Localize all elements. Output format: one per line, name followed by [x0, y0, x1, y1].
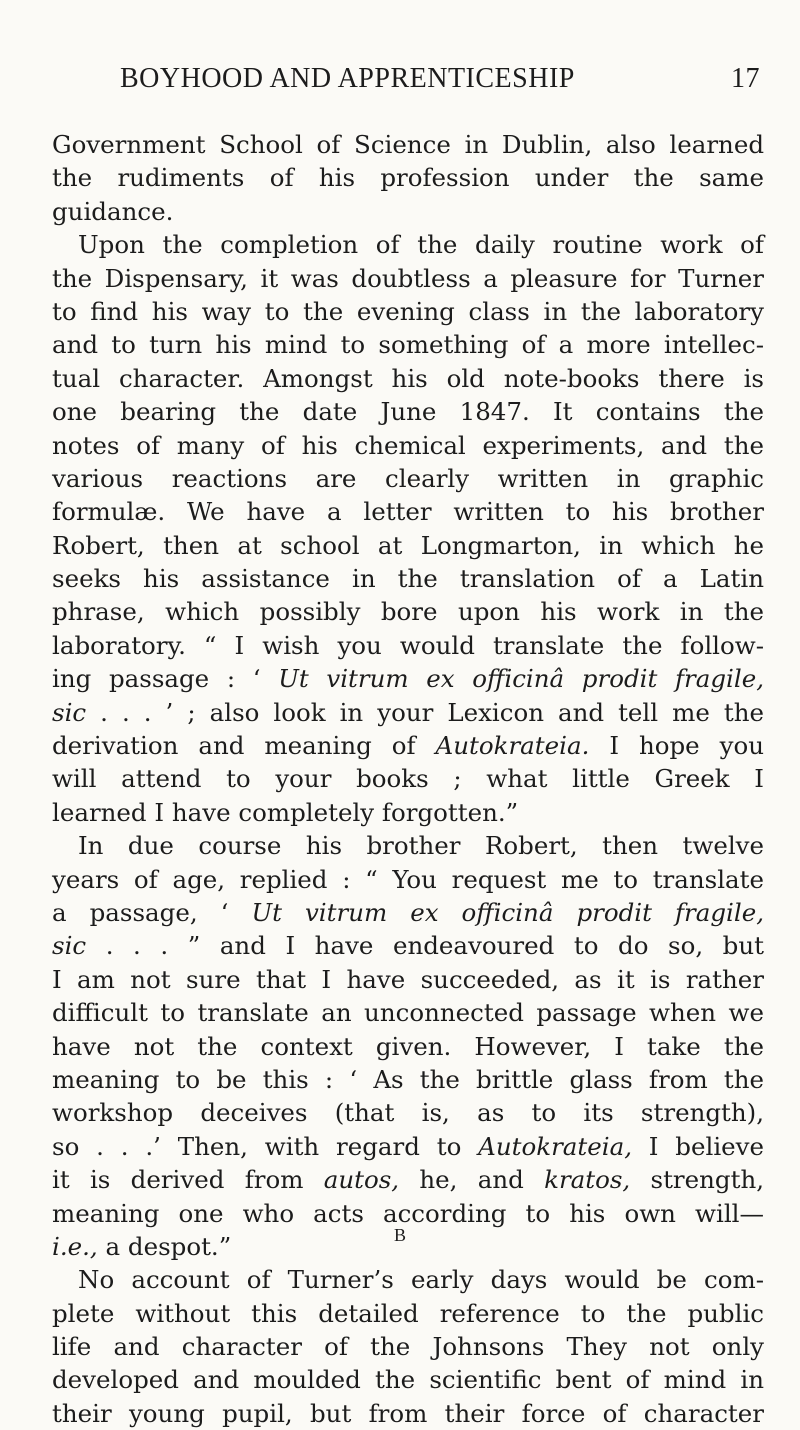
text-line [52, 362, 764, 395]
text-line [52, 1297, 764, 1330]
text-line [52, 1330, 764, 1363]
text-segment: learned I have completely forgotten.” [52, 797, 519, 827]
text-segment: No account of Turner’s early days would be com- [78, 1265, 764, 1295]
text-segment: . . . ’ ; also look in your Lexicon and tell me the [86, 697, 764, 727]
text-segment: I am not sure that I have succeeded, as it is rather [52, 964, 764, 994]
running-title: BOYHOOD AND APPRENTICESHIP [120, 63, 575, 94]
text-segment: In due course his brother Robert, then twelve [78, 831, 764, 861]
text-segment: Government School of Science in Dublin, also learned [52, 130, 764, 159]
text-segment: to find his way to the evening class in the laboratory [52, 296, 764, 326]
text-line [52, 896, 764, 929]
italic-text: sic [52, 697, 87, 727]
text-line [52, 328, 764, 361]
text-segment: seeks his assistance in the translation of a Latin [52, 564, 764, 594]
text-segment: workshop deceives (that is, as to its strength), [52, 1098, 764, 1128]
text-line [52, 1130, 764, 1163]
italic-text: kratos, [544, 1165, 631, 1195]
text-segment: a despot.” [97, 1231, 232, 1261]
text-segment: ing passage : ‘ [52, 664, 279, 694]
text-segment: their young pupil, but from their force of character [52, 1398, 764, 1428]
text-line [52, 1363, 764, 1396]
text-segment: the Dispensary, it was doubtless a pleasure for Turner [52, 263, 764, 293]
text-segment: and to turn his mind to something of a more intellec- [52, 330, 764, 360]
italic-text: i.e., [52, 1231, 98, 1261]
text-line [52, 829, 764, 862]
text-segment: laboratory. “ I wish you would translate the follow- [52, 630, 764, 660]
text-segment: years of age, replied : “ You request me to translate [52, 864, 764, 894]
text-segment: I believe [631, 1131, 764, 1161]
text-segment: a passage, ‘ [52, 897, 252, 927]
italic-text: Ut vitrum ex officinâ prodit fragile, [278, 664, 765, 694]
italic-text: autos, [323, 1165, 400, 1195]
text-line [52, 1030, 764, 1063]
text-segment: he, and [399, 1165, 545, 1195]
italic-text: Ut vitrum ex officinâ prodit fragile, [251, 897, 764, 927]
italic-text: sic [52, 931, 87, 961]
text-segment: guidance. [52, 196, 174, 226]
text-line [52, 696, 764, 729]
text-segment: plete without this detailed reference to the public [52, 1298, 764, 1328]
text-line [52, 1163, 764, 1196]
text-line [52, 429, 764, 462]
text-line [52, 662, 764, 695]
text-line [52, 595, 764, 628]
text-line [52, 729, 764, 762]
text-segment: meaning one who acts according to his own will— [52, 1198, 764, 1228]
text-line [52, 395, 764, 428]
text-line [52, 495, 764, 528]
text-segment: various reactions are clearly written in graphic [52, 463, 764, 493]
text-line [52, 262, 764, 295]
text-segment: Robert, then at school at Longmarton, in which he [52, 530, 764, 560]
page-number: 17 [731, 63, 760, 94]
text-segment: the rudiments of his profession under the same [52, 163, 764, 193]
text-segment: so . . .’ Then, with regard to [52, 1131, 479, 1161]
text-line [52, 629, 764, 662]
text-segment: . . . ” and I have endeavoured to do so, but [86, 931, 764, 961]
text-line [52, 929, 764, 962]
text-segment: have not the context given. However, I take the [52, 1031, 764, 1061]
text-segment: it is derived from [52, 1165, 324, 1195]
text-line [52, 161, 764, 194]
text-line [52, 529, 764, 562]
text-line [52, 128, 764, 161]
text-segment: tual character. Amongst his old note-books there is [52, 363, 764, 393]
text-segment: difficult to translate an unconnected passage when we [52, 998, 764, 1028]
text-segment: life and character of the Johnsons They not only [52, 1332, 764, 1362]
text-line [52, 462, 764, 495]
text-line [52, 1263, 764, 1296]
italic-text: Autokrateia, [478, 1131, 632, 1161]
text-segment: one bearing the date June 1847. It contains the [52, 397, 764, 427]
text-line [52, 195, 764, 228]
text-segment: notes of many of his chemical experiments, and the [52, 430, 764, 460]
text-segment: meaning to be this : ‘ As the brittle glass from the [52, 1064, 764, 1094]
text-segment: formulæ. We have a letter written to his brother [52, 497, 764, 527]
text-line [52, 1096, 764, 1129]
text-segment: phrase, which possibly bore upon his work in the [52, 597, 764, 627]
text-segment: developed and moulded the scientific bent of mind in [52, 1365, 764, 1395]
text-line [52, 228, 764, 261]
text-line [52, 1397, 764, 1430]
text-line [52, 562, 764, 595]
text-line [52, 796, 764, 829]
text-line [52, 963, 764, 996]
italic-text: Autokrateia. [435, 731, 590, 761]
text-line [52, 295, 764, 328]
text-segment: will attend to your books ; what little Greek I [52, 764, 764, 794]
text-line [52, 996, 764, 1029]
text-line [52, 863, 764, 896]
signature-mark: B [393, 1225, 406, 1245]
text-line [52, 1063, 764, 1096]
text-line [52, 762, 764, 795]
text-segment: derivation and meaning of [52, 731, 436, 761]
text-segment: strength, [630, 1165, 765, 1195]
text-segment: Upon the completion of the daily routine work of [78, 230, 764, 260]
text-segment: I hope you [589, 731, 765, 761]
